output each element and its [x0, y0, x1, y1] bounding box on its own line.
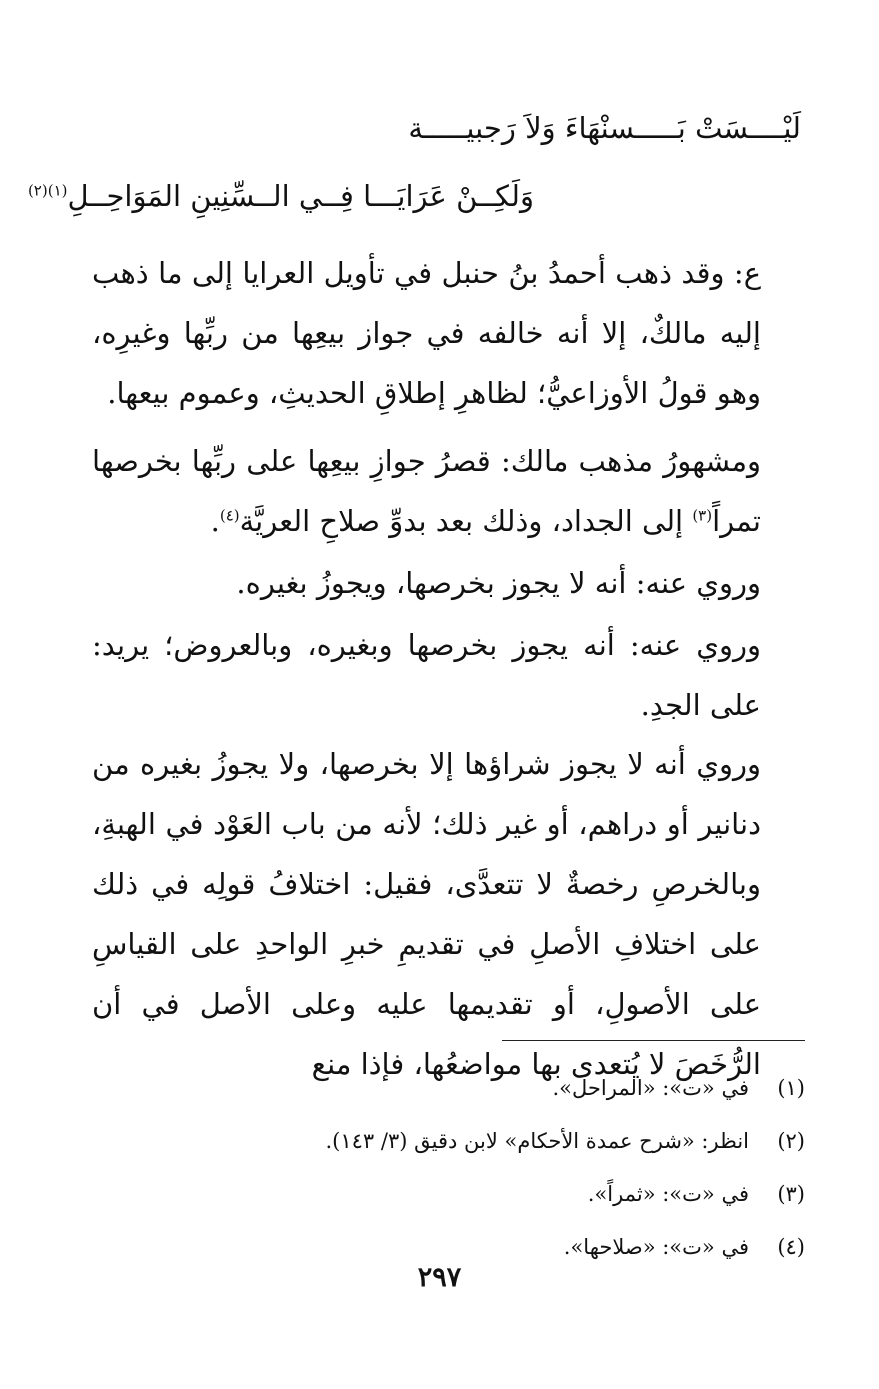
- footnote-text: في «ت»: «ثمراً».: [587, 1182, 749, 1206]
- paragraph-2-text-a: ومشهورُ مذهب مالك: قصرُ جوازِ بيعِها على ربِّها بخرصها تمراً: [92, 444, 761, 538]
- footnote-3: [105, 1168, 805, 1221]
- paragraph-2-text-c: .: [210, 504, 220, 538]
- paragraph-2: [92, 431, 805, 551]
- footnote-text: انظر: «شرح عمدة الأحكام» لابن دقيق (٣/ ١٤٣).: [325, 1129, 749, 1153]
- footnote-separator-rule: [502, 1040, 805, 1041]
- paragraph-1-text: ع: وقد ذهب أحمدُ بنُ حنبل في تأويل العرايا إلى ما ذهب إليه مالكٌ، إلا أنه خالفه في جواز بيعِها من ربِّها وغيرِه، وهو قولُ الأوزاعيُّ؛ لظاهرِ إطلاقِ الحديثِ، وعموم بيعها.: [92, 256, 761, 410]
- page-number: ٢٩٧: [417, 1262, 462, 1293]
- footnote-number: (٣): [777, 1182, 805, 1206]
- poem-verse-line-2-text: وَلَكِــنْ عَرَايَـــا فِــي الــسِّنِينِ المَوَاحِــلِ: [67, 179, 534, 213]
- footnote-number: (٤): [777, 1235, 805, 1259]
- paragraph-3-text: وروي عنه: أنه لا يجوز بخرصها، ويجوزُ بغيره.: [236, 566, 761, 600]
- footnotes: [105, 1062, 805, 1274]
- footnote-marker-4: (٤): [219, 506, 240, 525]
- poem-verse-line-2: [28, 176, 534, 216]
- paragraph-1: [92, 243, 805, 423]
- footnote-2: [105, 1115, 805, 1168]
- poem-verse-line-1: لَيْــــسَتْ بَـــــسنْهَاءَ وَلاَ رَجبيـــــة: [408, 111, 801, 145]
- footnote-marker-1-2: (١)(٢): [27, 181, 68, 200]
- footnote-text: في «ت»: «صلاحها».: [563, 1235, 749, 1259]
- footnote-1: [105, 1062, 805, 1115]
- footnote-marker-3: (٣): [692, 506, 713, 525]
- paragraph-4-text: وروي عنه: أنه يجوز بخرصها وبغيره، وبالعروض؛ يريد: على الجدِ.: [92, 628, 761, 722]
- paragraph-2-text-b: إلى الجداد، وذلك بعد بدوِّ صلاحِ العريَّة: [239, 504, 693, 538]
- paragraph-4: [92, 615, 805, 735]
- footnote-text: في «ت»: «المراحل».: [552, 1076, 749, 1100]
- paragraph-3: [92, 553, 805, 613]
- footnote-number: (٢): [777, 1129, 805, 1153]
- footnote-number: (١): [777, 1076, 805, 1100]
- paragraph-5-text: وروي أنه لا يجوز شراؤها إلا بخرصها، ولا يجوزُ بغيره من دنانير أو دراهم، أو غير ذلك؛ لأنه من باب العَوْد في الهبةِ، وبالخرصِ رخصةٌ لا تتعدَّى، فقيل: اختلافُ قولِه في ذلك على اختلافِ الأصلِ في تقديمِ خبرِ الواحدِ على القياسِ على الأصولِ، أو تقديمها عليه وعلى الأصل في أن الرُّخَصَ لا يُتعدى بها مواضعُها، فإذا منع: [92, 747, 761, 1081]
